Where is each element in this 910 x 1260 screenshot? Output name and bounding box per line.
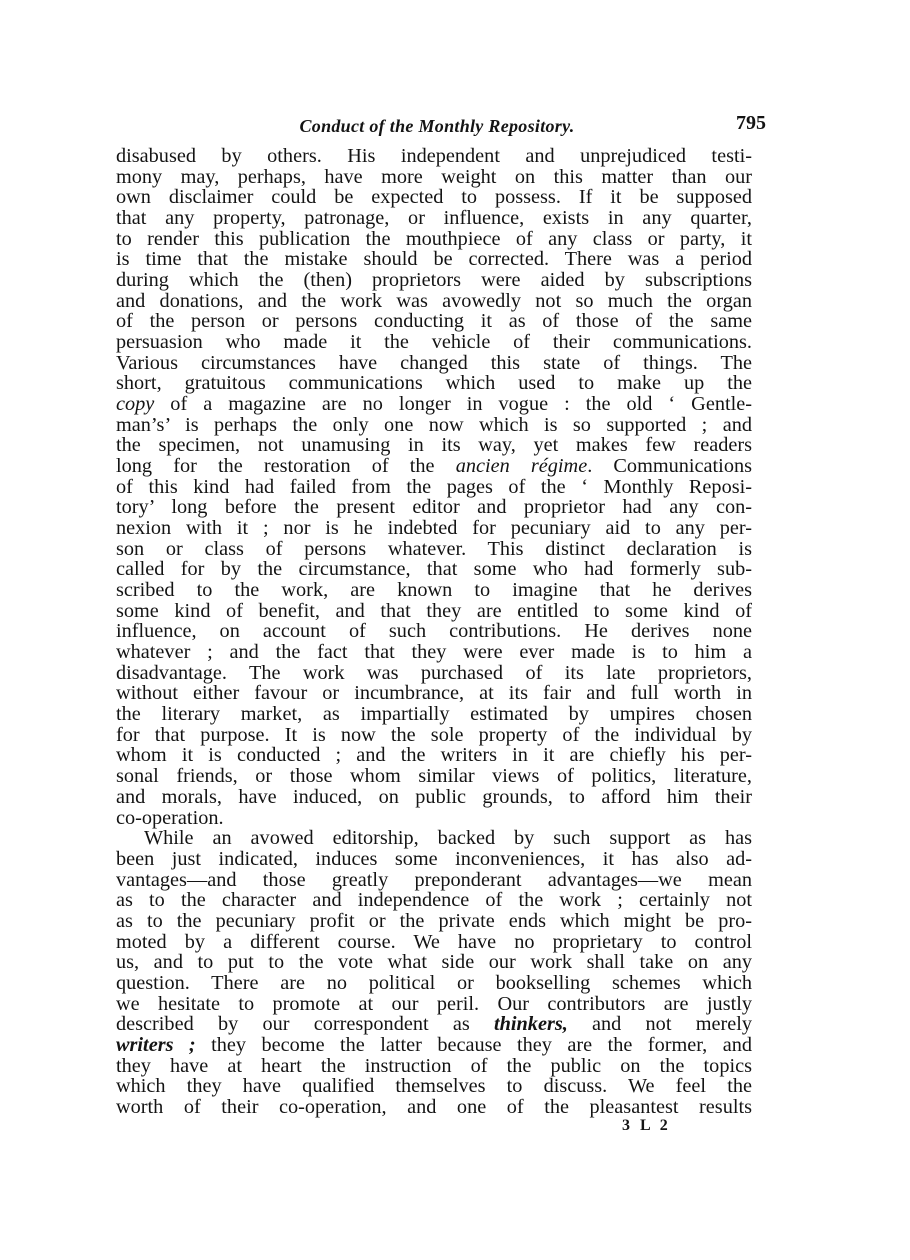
text-line: question. There are no political or bookselling schemes which (116, 971, 752, 994)
running-head (116, 112, 766, 142)
text-line: they have at heart the instruction of the public on the topics (116, 1054, 752, 1077)
text-line: of this kind had failed from the pages of the ‘ Monthly Reposi- (116, 475, 752, 498)
text-line: us, and to put to the vote what side our work shall take on any (116, 951, 752, 974)
text-line: described by our correspondent as thinkers, and not merely (116, 1013, 753, 1036)
text-line: nexion with it ; nor is he indebted for pecuniary aid to any per- (116, 517, 752, 540)
text-line: long for the restoration of the ancien régime. Communications (116, 455, 752, 478)
text-line: While an avowed editorship, backed by such support as has (144, 827, 752, 850)
text-line: copy of a magazine are no longer in vogue : the old ‘ Gentle- (116, 393, 752, 416)
text-line: writers ; they become the latter because they are the former, and (116, 1033, 752, 1056)
text-line: scribed to the work, are known to imagine that he derives (116, 579, 752, 602)
text-line: as to the character and independence of the work ; certainly not (116, 889, 752, 912)
text-line: worth of their co-operation, and one of the pleasantest results (116, 1095, 752, 1118)
text-line: mony may, perhaps, have more weight on this matter than our (116, 165, 752, 188)
text-line: whatever ; and the fact that they were ever made is to him a (116, 641, 752, 664)
text-line: own disclaimer could be expected to possess. If it be supposed (116, 186, 752, 209)
text-line: to render this publication the mouthpiece of any class or party, it (116, 227, 752, 250)
paragraph (116, 828, 752, 1117)
text-line: which they have qualified themselves to discuss. We feel the (116, 1075, 752, 1098)
text-line: tory’ long before the present editor and proprietor had any con- (116, 496, 752, 519)
text-line: of the person or persons conducting it as of those of the same (116, 310, 752, 333)
text-line: moted by a different course. We have no proprietary to control (116, 930, 752, 953)
page-number: 795 (736, 112, 766, 134)
text-line: and donations, and the work was avowedly not so much the organ (116, 289, 752, 312)
text-line: man’s’ is perhaps the only one now which is so supported ; and (116, 413, 752, 436)
text-line: without either favour or incumbrance, at its fair and full worth in (116, 682, 752, 705)
text-line: for that purpose. It is now the sole property of the individual by (116, 723, 752, 746)
text-line: disadvantage. The work was purchased of its late proprietors, (116, 661, 752, 684)
text-line: been just indicated, induces some inconveniences, it has also ad- (116, 847, 752, 870)
text-line: the specimen, not unamusing in its way, yet makes few readers (116, 434, 752, 457)
text-line: short, gratuitous communications which used to make up the (116, 372, 752, 395)
text-line: we hesitate to promote at our peril. Our contributors are justly (116, 992, 752, 1015)
paragraph (116, 146, 752, 828)
running-head-title: Conduct of the Monthly Repository. (299, 116, 575, 136)
text-line: and morals, have induced, on public grounds, to afford him their (116, 785, 752, 808)
text-line: called for by the circumstance, that some who had formerly sub- (116, 558, 752, 581)
text-line: influence, on account of such contributions. He derives none (116, 620, 752, 643)
text-line: some kind of benefit, and that they are entitled to some kind of (116, 599, 752, 622)
signature-mark: 3 L 2 (622, 1117, 671, 1134)
text-line: co-operation. (116, 806, 224, 829)
text-line: sonal friends, or those whom similar views of politics, literature, (116, 765, 752, 788)
text-line: the literary market, as impartially estimated by umpires chosen (116, 703, 752, 726)
text-line: vantages—and those greatly preponderant advantages—we mean (116, 868, 752, 891)
text-line: whom it is conducted ; and the writers in it are chiefly his per- (116, 744, 752, 767)
text-line: disabused by others. His independent and unprejudiced testi- (116, 145, 752, 167)
text-line: son or class of persons whatever. This distinct declaration is (116, 537, 752, 560)
text-line: is time that the mistake should be corrected. There was a period (116, 248, 752, 271)
text-line: during which the (then) proprietors were aided by subscriptions (116, 269, 752, 292)
text-line: Various circumstances have changed this state of things. The (116, 351, 752, 374)
body-text (116, 146, 752, 1118)
text-line: as to the pecuniary profit or the private ends which might be pro- (116, 909, 752, 932)
text-line: persuasion who made it the vehicle of their communications. (116, 331, 752, 354)
text-line: that any property, patronage, or influence, exists in any quarter, (116, 207, 752, 230)
